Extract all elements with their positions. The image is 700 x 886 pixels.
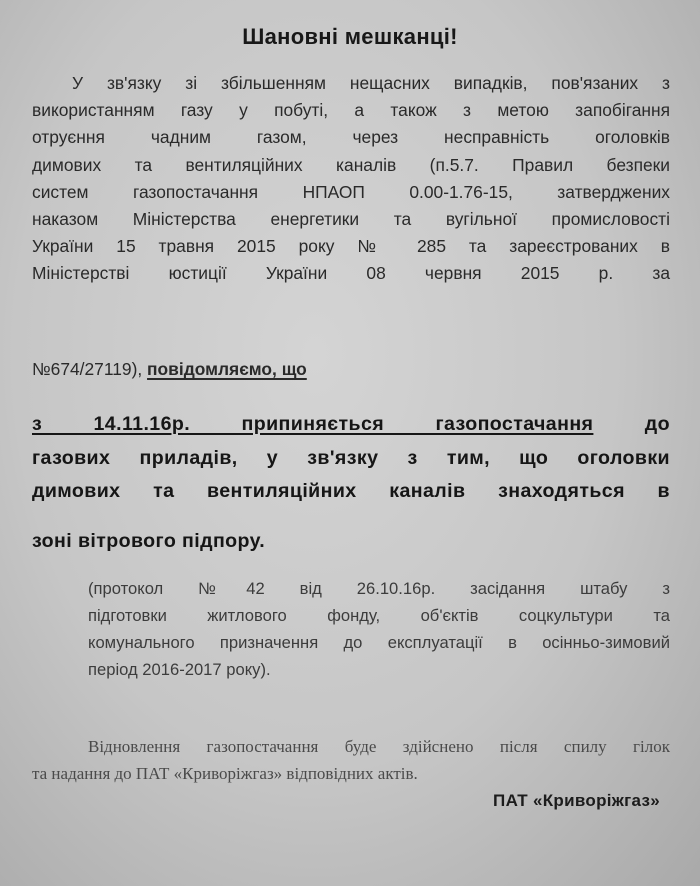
notice-title: Шановні мешканці!: [242, 24, 458, 49]
protocol-line: комунального призначення до експлуатації в осінньо-зимовий: [88, 633, 670, 652]
notice-line: димових та вентиляційних каналів знаходяться в: [32, 480, 670, 502]
intro-line: використанням газу у побуті, а також з метою запобігання: [32, 100, 670, 121]
notice-line: з 14.11.16р. припиняється газопостачання до: [32, 413, 670, 435]
main-notice: [32, 408, 670, 509]
shutdown-date-phrase: з 14.11.16р. припиняється газопостачання: [32, 413, 594, 435]
notice-last-line: зоні вітрового підпору.: [32, 530, 266, 552]
intro-last-line: [32, 356, 670, 383]
signature: ПАТ «Криворіжгаз»: [493, 791, 660, 810]
intro-line: димових та вентиляційних каналів (п.5.7. Правил безпеки: [32, 154, 670, 175]
intro-line: наказом Міністерства енергетики та вугільної промисловості: [32, 209, 670, 230]
protocol-line: (протокол №42 від 26.10.16р. засідання штабу з: [88, 579, 670, 598]
restore-paragraph: [88, 733, 670, 760]
restore-last-line: та надання до ПАТ «Криворіжгаз» відповідних актів.: [32, 764, 418, 783]
protocol-paragraph: [88, 575, 670, 656]
intro-paragraph: [32, 70, 670, 288]
announce-phrase: повідомляємо, що: [147, 359, 307, 379]
registration-number: №674/27119),: [32, 359, 143, 379]
intro-line: У зв'язку зі збільшенням нещасних випадків, пов'язаних з: [72, 73, 670, 93]
intro-line: отруєння чадним газом, через несправність оголовків: [32, 127, 670, 148]
notice-line: газових приладів, у зв'язку з тим, що оголовки: [32, 446, 670, 469]
intro-line: України 15 травня 2015 року № 285 та зареєстрованих в: [32, 236, 670, 257]
protocol-line: підготовки житлового фонду, об'єктів соцкультури та: [88, 606, 670, 625]
restore-line: Відновлення газопостачання буде здійснено після спилу гілок: [88, 737, 670, 756]
protocol-last-line: період 2016-2017 року).: [88, 660, 271, 679]
intro-line: Міністерстві юстиції України 08 червня 2015 р. за: [32, 263, 670, 284]
intro-line: систем газопостачання НПАОП 0.00-1.76-15, затверджених: [32, 181, 670, 202]
